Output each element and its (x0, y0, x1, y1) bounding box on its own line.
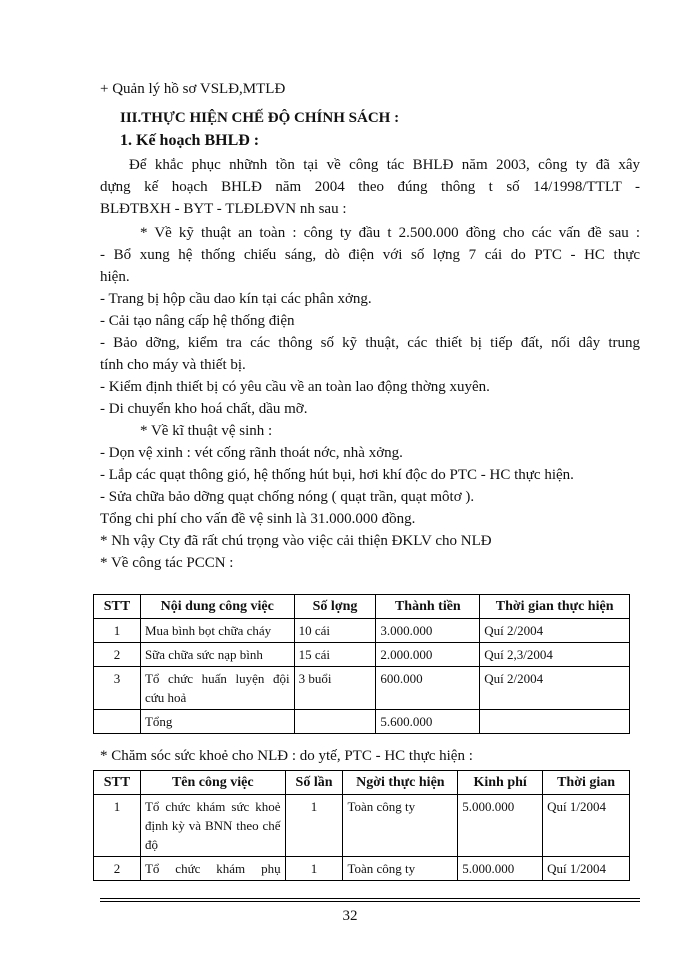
header-cell: Thời gian (543, 771, 630, 795)
table-row (94, 619, 630, 643)
table-row (94, 643, 630, 667)
header-cell: Số lợng (294, 595, 376, 619)
table-header-row (94, 771, 630, 795)
bullet-heading: * Về kĩ thuật vệ sinh : (140, 423, 273, 439)
note-line: * Về công tác PCCN : (100, 555, 234, 571)
paragraph-line: dựng kế hoạch BHLĐ năm 2004 theo đúng thông t số 14/1998/TTLT - (100, 179, 640, 195)
cell-qty: 10 cái (294, 619, 376, 643)
table-row (94, 795, 630, 857)
cell-qty: 15 cái (294, 643, 376, 667)
cell-stt (94, 710, 141, 734)
cell-total-amount: 5.600.000 (376, 710, 480, 734)
cell-count: 1 (285, 857, 343, 881)
cell-qty: 3 buổi (294, 667, 376, 710)
header-cell: Nội dung công việc (140, 595, 294, 619)
header-cell: Số lần (285, 771, 343, 795)
list-item: - Trang bị hộp cầu dao kín tại các phân xởng. (100, 291, 372, 307)
footer-rule (100, 901, 640, 902)
header-cell: Thành tiền (376, 595, 480, 619)
list-item-continued: hiện. (100, 269, 130, 285)
subsection-heading: 1. Kế hoạch BHLĐ : (120, 132, 260, 149)
header-cell: Tên công việc (140, 771, 285, 795)
footer-rule (100, 898, 640, 899)
cell-task: Tổ chức khám sức khoẻ định kỳ và BNN theo chế độ (140, 795, 285, 857)
header-cell: Kinh phí (458, 771, 543, 795)
cell-performer: Toàn công ty (343, 795, 458, 857)
cell-qty (294, 710, 376, 734)
list-item: - Sửa chữa bảo dỡng quạt chống nóng ( quạt trần, quạt môtơ ). (100, 489, 475, 505)
cell-time: Quí 1/2004 (543, 795, 630, 857)
cell-count: 1 (285, 795, 343, 857)
note-line: * Chăm sóc sức khoẻ cho NLĐ : do ytế, PTC - HC thực hiện : (100, 748, 473, 764)
cell-time: Quí 2/2004 (480, 619, 630, 643)
table-header-row (94, 595, 630, 619)
cell-time: Quí 2/2004 (480, 667, 630, 710)
cell-time: Quí 2,3/2004 (480, 643, 630, 667)
cell-stt: 2 (94, 643, 141, 667)
header-cell: Ngời thực hiện (343, 771, 458, 795)
cell-task: Tổ chức huấn luyện đội cứu hoả (140, 667, 294, 710)
paragraph-line: BLĐTBXH - BYT - TLĐLĐVN nh sau : (100, 201, 347, 217)
header-cell: Thời gian thực hiện (480, 595, 630, 619)
cell-amount: 3.000.000 (376, 619, 480, 643)
table-row (94, 857, 630, 881)
note-line: * Nh vậy Cty đã rất chú trọng vào việc cải thiện ĐKLV cho NLĐ (100, 533, 492, 549)
cell-stt: 2 (94, 857, 141, 881)
list-item: - Bảo dỡng, kiểm tra các thông số kỹ thuật, các thiết bị tiếp đất, nối dây trung (100, 335, 640, 351)
page-number: 32 (342, 908, 358, 924)
cell-task: Sữa chữa sức nạp bình (140, 643, 294, 667)
list-item: - Lắp các quạt thông gió, hệ thống hút bụi, hơi khí độc do PTC - HC thực hiện. (100, 467, 574, 483)
cell-time: Quí 1/2004 (543, 857, 630, 881)
cell-cost: 5.000.000 (458, 795, 543, 857)
cell-total-label: Tổng (140, 710, 294, 734)
health-table (93, 770, 630, 881)
list-item: - Bổ xung hệ thống chiếu sáng, dò điện với số lợng 7 cái do PTC - HC thực (100, 247, 640, 263)
cell-cost: 5.000.000 (458, 857, 543, 881)
header-cell: STT (94, 771, 141, 795)
list-item: - Dọn vệ xinh : vét cống rãnh thoát nớc, nhà xởng. (100, 445, 403, 461)
cell-amount: 600.000 (376, 667, 480, 710)
cell-stt: 1 (94, 619, 141, 643)
section-heading: III.THỰC HIỆN CHẾ ĐỘ CHÍNH SÁCH : (120, 110, 400, 126)
cell-task: Mua bình bọt chữa cháy (140, 619, 294, 643)
bullet-heading: * Về kỹ thuật an toàn : công ty đầu t 2.500.000 đồng cho các vấn đề sau : (140, 225, 640, 241)
cell-time (480, 710, 630, 734)
table-total-row (94, 710, 630, 734)
list-item: - Kiểm định thiết bị có yêu cầu về an toàn lao động thờng xuyên. (100, 379, 490, 395)
cell-performer: Toàn công ty (343, 857, 458, 881)
cell-stt: 3 (94, 667, 141, 710)
summary-line: Tổng chi phí cho vấn đề vệ sinh là 31.000.000 đồng. (100, 511, 416, 527)
header-cell: STT (94, 595, 141, 619)
text-line: + Quản lý hồ sơ VSLĐ,MTLĐ (100, 81, 286, 97)
cell-stt: 1 (94, 795, 141, 857)
list-item: - Di chuyển kho hoá chất, dầu mỡ. (100, 401, 308, 417)
cell-amount: 2.000.000 (376, 643, 480, 667)
list-item: - Cải tạo nâng cấp hệ thống điện (100, 313, 295, 329)
table-row (94, 667, 630, 710)
paragraph-line: Để khắc phục nhữnh tồn tại về công tác BHLĐ năm 2003, công ty đã xây (129, 157, 640, 173)
pccn-table (93, 594, 630, 734)
list-item-continued: tính cho máy và thiết bị. (100, 357, 246, 373)
cell-task: Tổ chức khám phụ (140, 857, 285, 881)
